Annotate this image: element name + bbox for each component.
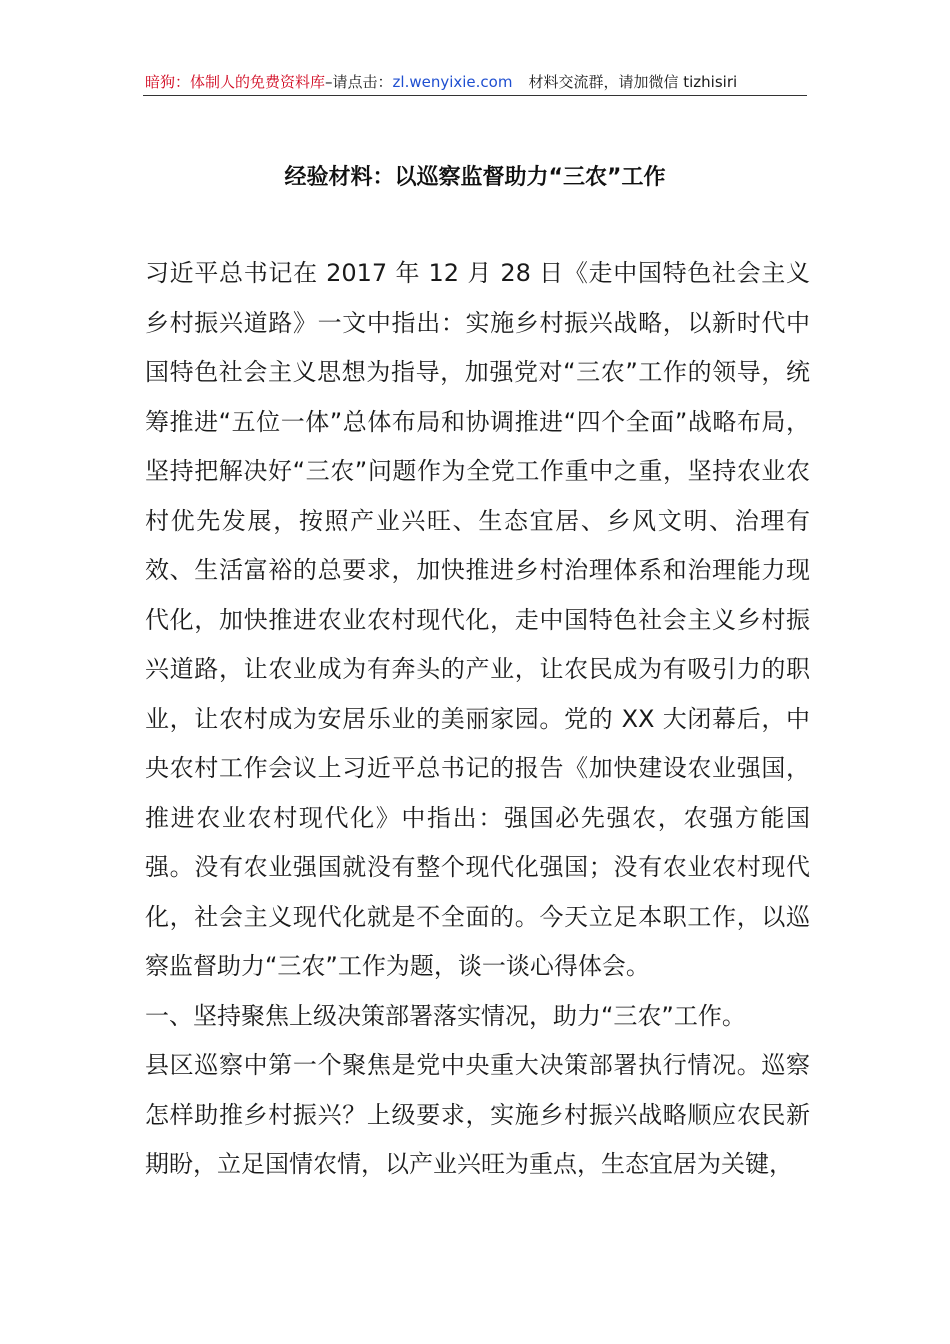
header-brand: 暗狗：体制人的免费资料库 bbox=[145, 73, 326, 91]
paragraph-section-1: 县区巡察中第一个聚焦是党中央重大决策部署执行情况。巡察怎样助推乡村振兴？上级要求，实施乡村振兴战略顺应农民新期盼，立足国情农情，以产业兴旺为重点，生态宜居为关键， bbox=[145, 1051, 810, 1178]
document-title: 经验材料：以巡察监督助力“三农”工作 bbox=[284, 165, 666, 190]
header-banner bbox=[145, 70, 805, 94]
section-heading-1: 一、坚持聚焦上级决策部署落实情况，助力“三农”工作。 bbox=[145, 1001, 746, 1030]
paragraph-intro: 习近平总书记在 2017 年 12 月 28 日《走中国特色社会主义乡村振兴道路》一文中指出：实施乡村振兴战略，以新时代中国特色社会主义思想为指导，加强党对“三农”工作的领导，统筹推进“五位一体”总体布局和协调推进“四个全面”战略布局，坚持把解决好“三农”问题作为全党工作重中之重，坚持农业农村优先发展，按照产业兴旺、生态宜居、乡风文明、治理有效、生活富裕的总要求，加快推进乡村治理体系和治理能力现代化，加快推进农业农村现代化，走中国特色社会主义乡村振兴道路，让农业成为有奔头的产业，让农民成为有吸引力的职业，让农村成为安居乐业的美丽家园。党的 XX 大闭幕后，中央农村工作会议上习近平总书记的报告《加快建设农业强国，推进农业农村现代化》中指出：强国必先强农，农强方能国强。没有农业强国就没有整个现代化强国；没有农业农村现代化，社会主义现代化就是不全面的。今天立足本职工作，以巡察监督助力“三农”工作为题，谈一谈心得体会。 bbox=[145, 259, 810, 980]
header-prompt: –请点击： bbox=[325, 73, 393, 91]
header-group-note: 材料交流群，请加微信 tizhisiri bbox=[528, 73, 738, 91]
document-body bbox=[145, 225, 810, 1190]
header-divider bbox=[143, 95, 807, 96]
header-link[interactable]: zl.wenyixie.com bbox=[392, 73, 513, 91]
